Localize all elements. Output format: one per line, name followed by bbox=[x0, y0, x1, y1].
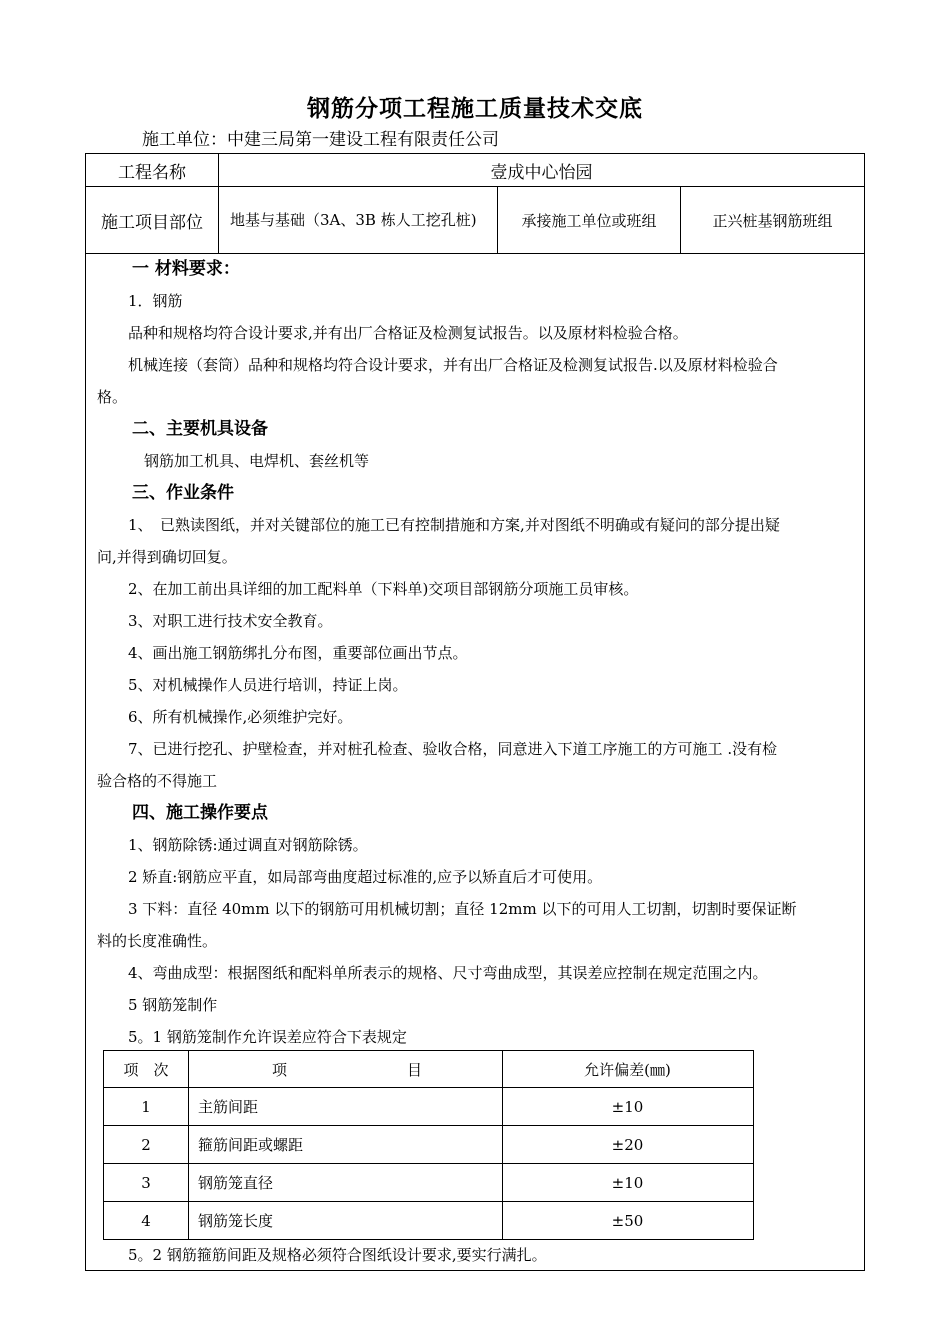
row-item: 箍筋间距或螺距 bbox=[198, 1136, 304, 1154]
s3-2: 2、在加工前出具详细的加工配料单（下料单)交项目部钢筋分项施工员审核。 bbox=[128, 580, 639, 598]
s3-1a: 1、 已熟读图纸，并对关键部位的施工已有控制措施和方案,并对图纸不明确或有疑问的部分提出疑 bbox=[128, 516, 780, 534]
header-item-b: 目 bbox=[406, 1060, 422, 1079]
row-seq: 1 bbox=[141, 1097, 151, 1116]
header-item-a: 项 bbox=[272, 1060, 288, 1079]
s4-3b: 料的长度准确性。 bbox=[97, 932, 218, 950]
header-tolerance: 允许偏差(㎜) bbox=[584, 1060, 671, 1079]
s2-p1: 钢筋加工机具、电焊机、套丝机等 bbox=[144, 452, 370, 470]
s1-item1: 1．钢筋 bbox=[128, 292, 183, 310]
s4-3a: 3 下料：直径 40mm 以下的钢筋可用机械切割；直径 12mm 以下的可用人工切割，切割时要保证断 bbox=[128, 900, 797, 918]
s1-p2b: 格。 bbox=[97, 388, 128, 406]
s4-5: 5 钢筋笼制作 bbox=[128, 996, 218, 1014]
s4-1: 1、钢筋除锈:通过调直对钢筋除锈。 bbox=[128, 836, 368, 854]
row-tolerance: ±10 bbox=[611, 1173, 644, 1192]
section-2-title: 二、主要机具设备 bbox=[132, 419, 268, 439]
row-item: 钢筋笼长度 bbox=[198, 1212, 274, 1230]
contractor-label: 承接施工单位或班组 bbox=[521, 211, 657, 230]
part-value: 地基与基础（3A、3B 栋人工挖孔桩) bbox=[230, 211, 477, 229]
row-tolerance: ±10 bbox=[611, 1097, 644, 1116]
row-item: 钢筋笼直径 bbox=[198, 1174, 274, 1192]
s3-5: 5、对机械操作人员进行培训，持证上岗。 bbox=[128, 676, 408, 694]
s1-p2a: 机械连接（套筒）品种和规格均符合设计要求，并有出厂合格证及检测复试报告.以及原材料检验合 bbox=[128, 356, 778, 374]
construction-unit: 施工单位：中建三局第一建设工程有限责任公司 bbox=[142, 130, 499, 150]
s3-6: 6、所有机械操作,必须维护完好。 bbox=[128, 708, 353, 726]
table-row bbox=[104, 1088, 753, 1125]
section-4-title: 四、施工操作要点 bbox=[132, 803, 268, 823]
s4-2: 2 矫直:钢筋应平直，如局部弯曲度超过标准的,应予以矫直后才可使用。 bbox=[128, 868, 603, 886]
contractor-value: 正兴桩基钢筋班组 bbox=[712, 211, 833, 230]
tolerance-table bbox=[103, 1050, 754, 1240]
row-seq: 2 bbox=[141, 1135, 151, 1154]
table-row bbox=[104, 1126, 753, 1163]
s3-1b: 问,并得到确切回复。 bbox=[97, 548, 237, 566]
project-name-label: 工程名称 bbox=[118, 162, 186, 183]
row-tolerance: ±50 bbox=[611, 1211, 644, 1230]
s3-7b: 验合格的不得施工 bbox=[97, 772, 218, 790]
section-3-title: 三、作业条件 bbox=[132, 483, 234, 503]
row-seq: 4 bbox=[141, 1211, 151, 1230]
s3-4: 4、画出施工钢筋绑扎分布图，重要部位画出节点。 bbox=[128, 644, 468, 662]
document-title: 钢筋分项工程施工质量技术交底 bbox=[307, 95, 643, 122]
s4-4: 4、弯曲成型：根据图纸和配料单所表示的规格、尺寸弯曲成型，其误差应控制在规定范围之内。 bbox=[128, 964, 768, 982]
s4-51: 5。1 钢筋笼制作允许误差应符合下表规定 bbox=[128, 1028, 407, 1046]
part-label: 施工项目部位 bbox=[101, 212, 203, 233]
table-row bbox=[104, 1202, 753, 1239]
s1-p1: 品种和规格均符合设计要求,并有出厂合格证及检测复试报告。以及原材料检验合格。 bbox=[128, 324, 688, 342]
s3-7a: 7、已进行挖孔、护壁检查，并对桩孔检查、验收合格，同意进入下道工序施工的方可施工 .没有检 bbox=[128, 740, 778, 758]
row-tolerance: ±20 bbox=[611, 1135, 644, 1154]
row-item: 主筋间距 bbox=[198, 1098, 259, 1116]
project-name-value: 壹成中心怡园 bbox=[490, 162, 593, 183]
table-row bbox=[104, 1164, 753, 1201]
main-form bbox=[85, 153, 865, 1271]
header-seq: 项 次 bbox=[123, 1060, 169, 1079]
table-header-row bbox=[104, 1051, 753, 1087]
section-1-title: 一 材料要求： bbox=[132, 259, 240, 279]
row-seq: 3 bbox=[141, 1173, 151, 1192]
s3-3: 3、对职工进行技术安全教育。 bbox=[128, 612, 333, 630]
s4-52: 5。2 钢筋箍筋间距及规格必须符合图纸设计要求,要实行满扎。 bbox=[128, 1246, 547, 1264]
